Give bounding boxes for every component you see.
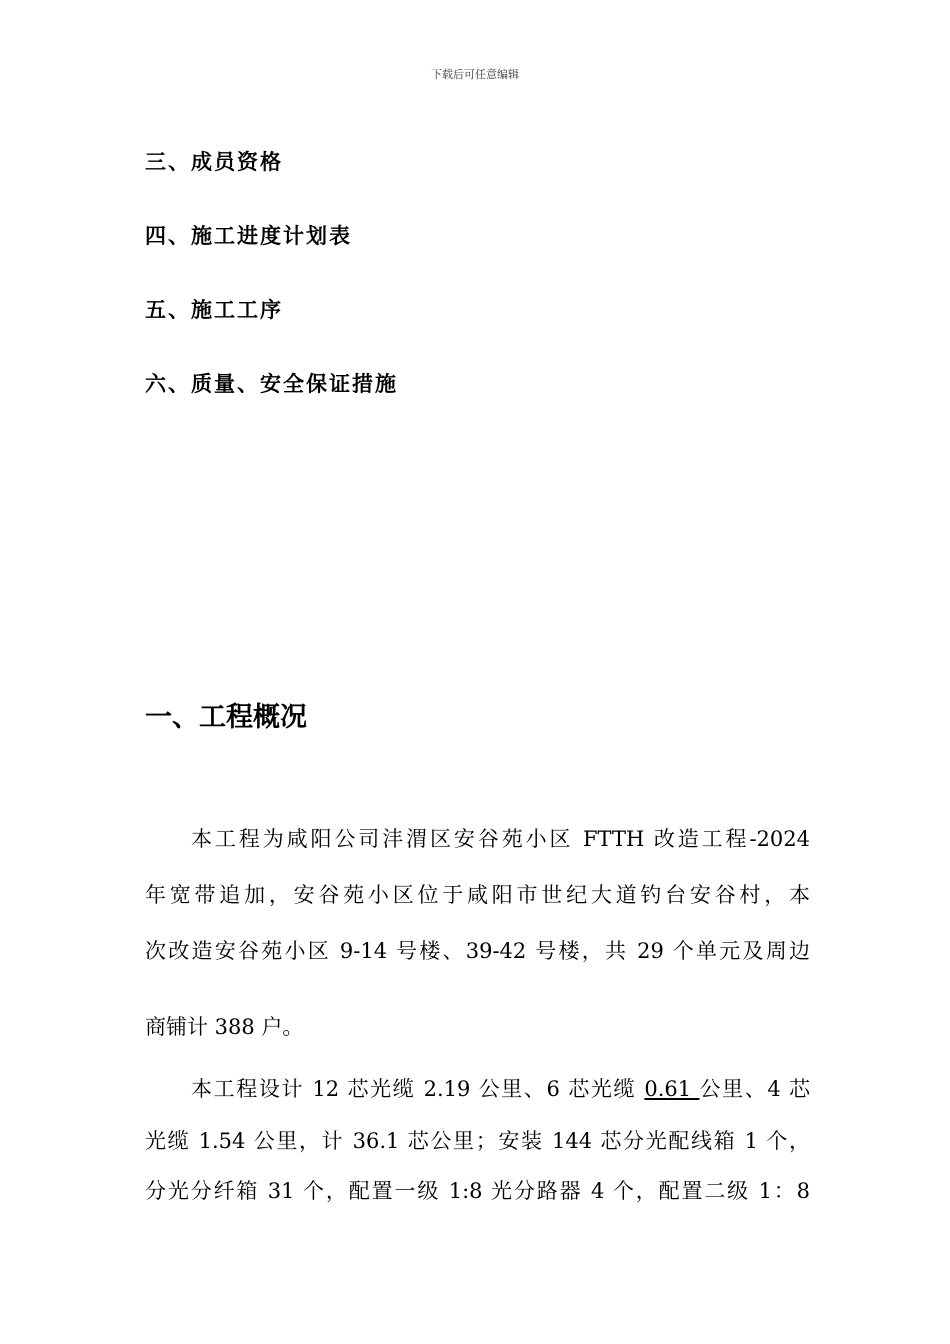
toc-item-member-qualification: 三、成员资格 [145, 150, 283, 174]
paragraph-line: 次改造安谷苑小区 9-14 号楼、39-42 号楼，共 29 个单元及周边 [145, 939, 810, 963]
paragraph-line: 分光分纤箱 31 个，配置一级 1:8 光分路器 4 个，配置二级 1：8 [145, 1179, 810, 1203]
toc-item-procedure: 五、施工工序 [145, 298, 283, 322]
text-run: 公里、4 芯 [699, 1077, 810, 1101]
paragraph-line: 商铺计 388 户。 [145, 1015, 304, 1039]
text-run: 本工程设计 12 芯光缆 2.19 公里、6 芯光缆 [191, 1077, 645, 1101]
paragraph-line: 光缆 1.54 公里，计 36.1 芯公里；安装 144 芯分光配线箱 1 个， [145, 1129, 810, 1153]
section-title-project-overview: 一、工程概况 [145, 702, 307, 733]
toc-item-quality-safety: 六、质量、安全保证措施 [145, 372, 398, 396]
table-of-contents [145, 146, 805, 442]
toc-item-schedule: 四、施工进度计划表 [145, 224, 352, 248]
paragraph-design-scope [145, 1070, 810, 1222]
paragraph-project-description [145, 820, 810, 1064]
paragraph-line: 本工程为咸阳公司沣渭区安谷苑小区 FTTH 改造工程-2024 [191, 827, 810, 851]
paragraph-line: 年宽带追加，安谷苑小区位于咸阳市世纪大道钓台安谷村，本 [145, 883, 810, 907]
page-header-note: 下载后可任意编辑 [431, 68, 519, 81]
paragraph-line [145, 1070, 810, 1122]
underlined-value: 0.61 [644, 1077, 700, 1101]
